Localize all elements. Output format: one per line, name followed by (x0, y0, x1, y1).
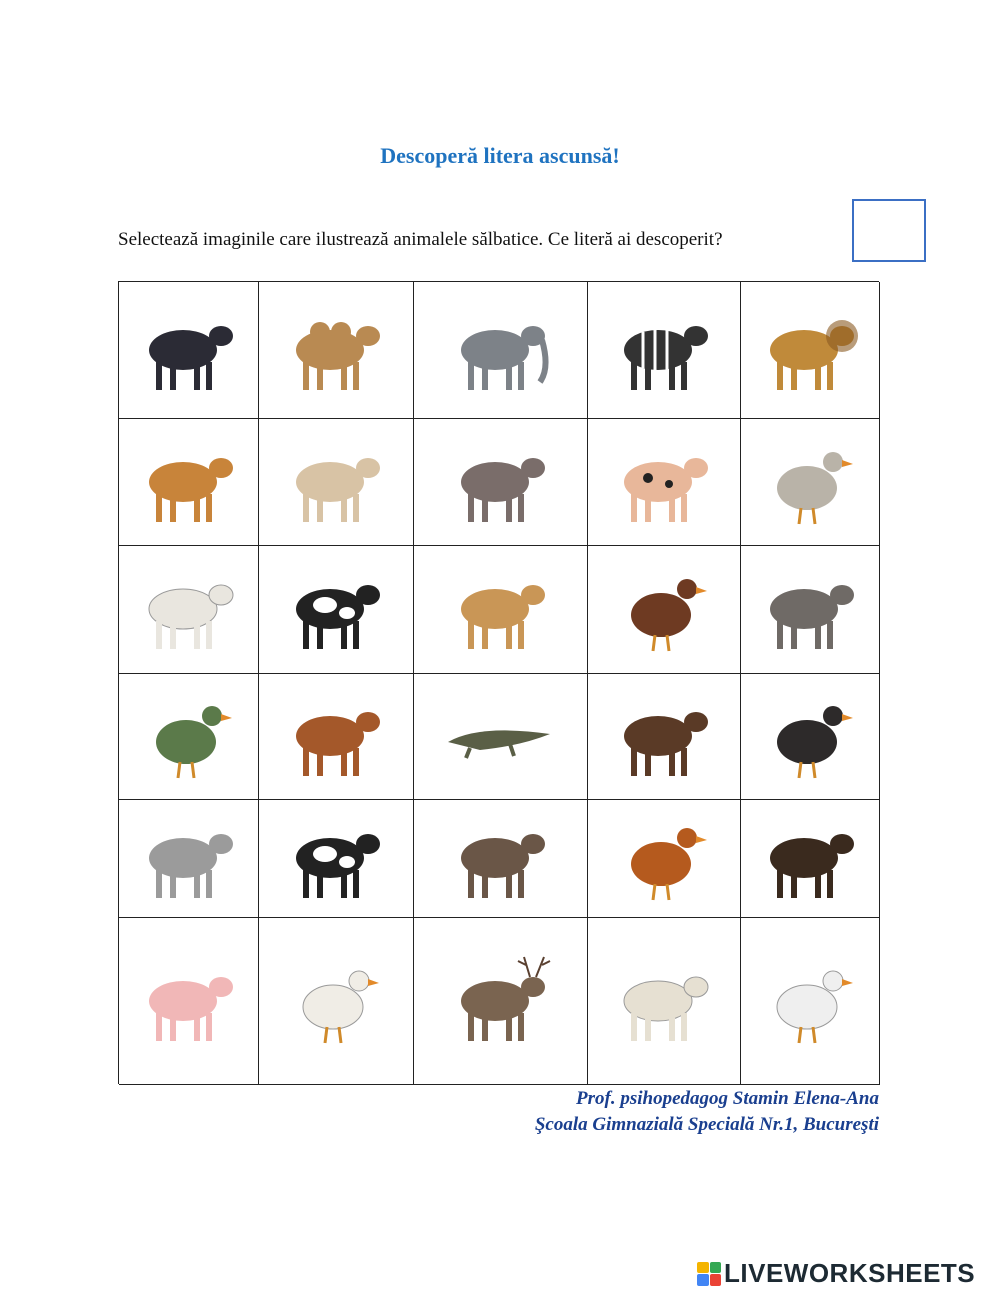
grid-cell-elephant[interactable] (414, 282, 588, 419)
grid-cell-goose[interactable] (741, 419, 880, 546)
turkey-icon (749, 684, 871, 789)
grid-cell-hippopotamus[interactable] (414, 419, 588, 546)
grid-cell-donkey[interactable] (741, 546, 880, 674)
donkey-icon (749, 557, 871, 662)
chimpanzee-icon (128, 298, 250, 403)
white-hen-icon (749, 949, 871, 1054)
zebra-icon (603, 298, 725, 403)
grid-cell-duck[interactable] (119, 674, 259, 800)
animal-grid (118, 281, 879, 1084)
grid-cell-ram[interactable] (588, 918, 741, 1085)
logo-square-3 (697, 1274, 709, 1286)
page-title: Descoperă litera ascunsă! (380, 143, 620, 168)
grid-cell-pig[interactable] (588, 419, 741, 546)
crocodile-icon (440, 684, 562, 789)
grid-cell-rooster[interactable] (588, 800, 741, 918)
grid-cell-hen[interactable] (588, 546, 741, 674)
horse-icon (275, 684, 397, 789)
hen-icon (603, 557, 725, 662)
hippopotamus-icon (440, 430, 562, 535)
logo-square-2 (710, 1262, 722, 1274)
grid-cell-dog[interactable] (119, 419, 259, 546)
logo-mark-icon (697, 1262, 721, 1286)
dog-icon (128, 430, 250, 535)
grid-cell-deer[interactable] (414, 918, 588, 1085)
logo-square-4 (710, 1274, 722, 1286)
grid-cell-puppy[interactable] (741, 800, 880, 918)
pig-icon (603, 430, 725, 535)
credits (535, 1086, 879, 1138)
rooster-icon (603, 806, 725, 911)
grid-cell-lion[interactable] (741, 282, 880, 419)
puppy-icon (749, 806, 871, 911)
goat-icon (603, 684, 725, 789)
white-duck-icon (275, 949, 397, 1054)
grid-cell-bear[interactable] (414, 800, 588, 918)
grid-cell-kitten[interactable] (119, 800, 259, 918)
ram-icon (603, 949, 725, 1054)
lion-icon (749, 298, 871, 403)
grid-cell-sheep[interactable] (119, 546, 259, 674)
credits-author: Prof. psihopedagog Stamin Elena-Ana (576, 1088, 879, 1109)
grid-cell-turkey[interactable] (741, 674, 880, 800)
grid-cell-horse[interactable] (259, 674, 414, 800)
grid-cell-crocodile[interactable] (414, 674, 588, 800)
kitten-icon (128, 806, 250, 911)
grid-cell-piglet[interactable] (119, 918, 259, 1085)
goose-icon (749, 430, 871, 535)
bear-icon (440, 806, 562, 911)
grid-cell-white-hen[interactable] (741, 918, 880, 1085)
liveworksheets-logo (697, 1258, 975, 1289)
sheep-icon (128, 557, 250, 662)
instruction-text: Selectează imaginile care ilustrează animalele sălbatice. Ce literă ai descoperit? (118, 229, 723, 250)
camel-icon (275, 298, 397, 403)
calf-icon (275, 806, 397, 911)
grid-cell-cow[interactable] (259, 546, 414, 674)
grid-cell-calf[interactable] (259, 800, 414, 918)
elephant-icon (440, 298, 562, 403)
grid-cell-cat[interactable] (259, 419, 414, 546)
answer-input[interactable] (852, 199, 926, 262)
grid-cell-kangaroo[interactable] (414, 546, 588, 674)
kangaroo-icon (440, 557, 562, 662)
deer-icon (440, 949, 562, 1054)
grid-cell-zebra[interactable] (588, 282, 741, 419)
piglet-icon (128, 949, 250, 1054)
logo-square-1 (697, 1262, 709, 1274)
logo-text: LIVEWORKSHEETS (724, 1258, 976, 1288)
cow-icon (275, 557, 397, 662)
cat-icon (275, 430, 397, 535)
grid-cell-goat[interactable] (588, 674, 741, 800)
grid-cell-camel[interactable] (259, 282, 414, 419)
duck-icon (128, 684, 250, 789)
credits-school: Şcoala Gimnazială Specială Nr.1, Bucureşti (534, 1114, 879, 1135)
grid-cell-white-duck[interactable] (259, 918, 414, 1085)
grid-cell-chimpanzee[interactable] (119, 282, 259, 419)
